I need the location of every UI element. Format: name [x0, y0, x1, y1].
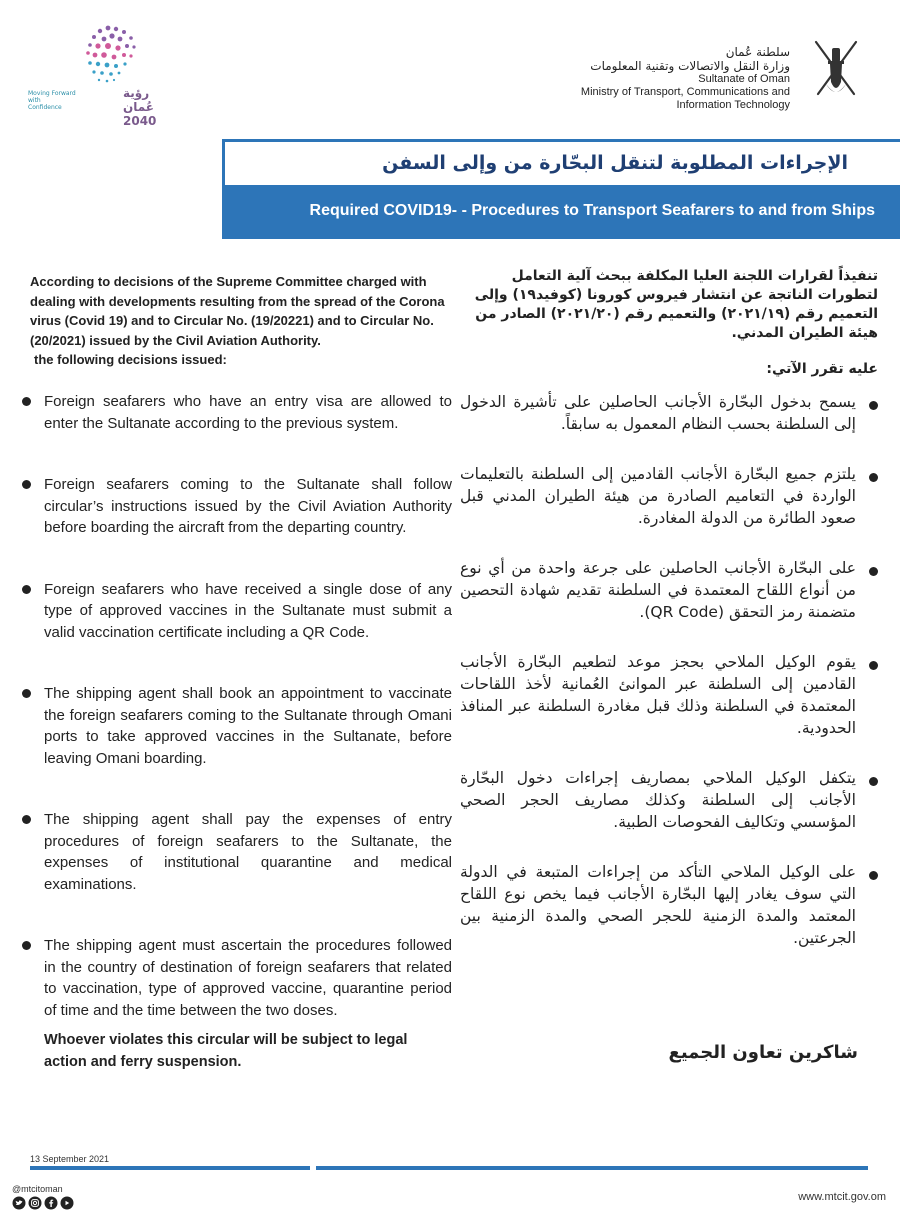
title-banner-english-area: [222, 185, 900, 239]
bullet-icon: [869, 871, 878, 880]
english-closing-warning: Whoever violates this circular will be subject to legal action and ferry suspension.: [44, 1032, 408, 1070]
ministry-arabic-line-1: سلطنة عُمان: [725, 45, 790, 59]
footer-divider-left: [30, 1166, 310, 1170]
bullet-icon: [869, 567, 878, 576]
youtube-icon: [61, 1197, 74, 1210]
english-item-6: The shipping agent must ascertain the procedures followed in the country of destination of foreign seafarers that related to vaccination, type of approved vaccine, quarantine period of time and the time between the two doses.: [22, 935, 452, 1021]
arabic-item-5: يتكفل الوكيل الملاحي بمصاريف إجراءات دخول البحّارة الأجانب إلى السلطنة وكذلك مصاريف الحجر الصحي المؤسسي وتكاليف الفحوصات الطبية.: [460, 767, 878, 833]
english-item-2: Foreign seafarers coming to the Sultanate shall follow circular’s instructions issued by the Civil Aviation Authority before boarding the aircraft from the departing country.: [22, 474, 452, 539]
bullet-icon: [22, 480, 31, 489]
bullet-icon: [869, 401, 878, 410]
ministry-english-line-2: Ministry of Transport, Communications and: [580, 86, 790, 98]
arabic-closing-thanks: شاكرين تعاون الجميع: [668, 1042, 858, 1063]
website-link[interactable]: www.mtcit.gov.om: [798, 1191, 886, 1203]
bullet-icon: [22, 815, 31, 824]
arabic-intro: تنفيذاً لقرارات اللجنة العليا المكلفة ببحث آلية التعامل لتطورات الناتجة عن انتشار فيروس كورونا (كوفيد١٩) وإلى التعميم رقم (٢٠٢١/١٩) والتعميم رقم (٢٠٢١/٢٠) الصادر من هيئة الطيران المدني.: [474, 268, 878, 341]
english-item-5: The shipping agent shall pay the expenses of entry procedures of foreign seafarers to the Sultanate, the expenses of institutional quarantine and medical examinations.: [22, 809, 452, 895]
arabic-item-3: على البحّارة الأجانب الحاصلين على جرعة واحدة من أي نوع من أنواع اللقاح المعتمدة في السلطنة تقديم شهادة التحصين متضمنة رمز التحقق (QR Code).: [460, 557, 878, 623]
instagram-icon: [29, 1197, 42, 1210]
english-item-3: Foreign seafarers who have received a single dose of any type of approved vaccines in the Sultanate must submit a valid vaccination certificate including a QR Code.: [22, 579, 452, 644]
arabic-item-4: يقوم الوكيل الملاحي بحجز موعد لتطعيم البحّارة الأجانب القادمين إلى السلطنة عبر الموانئ العُمانية لأخذ اللقاحات المعتمدة في السلطنة وذلك قبل مغادرة السلطنة عبر المنافذ الحدودية.: [460, 651, 878, 739]
oman-vision-2040-logo: [28, 22, 178, 128]
social-handle: @mtcitoman: [12, 1184, 63, 1194]
vision-dots-icon: [68, 22, 140, 84]
english-item-1: Foreign seafarers who have an entry visa are allowed to enter the Sultanate according to the previous system.: [22, 391, 452, 434]
title-english: Required COVID19- - Procedures to Transport Seafarers to and from Ships: [309, 202, 875, 219]
bullet-icon: [869, 777, 878, 786]
bullet-icon: [869, 661, 878, 670]
bullet-icon: [869, 473, 878, 482]
ministry-english-line-3: Information Technology: [676, 99, 790, 111]
title-arabic: الإجراءات المطلوبة لتنقل البحّارة من وإلى السفن: [382, 152, 848, 174]
ministry-english-line-1: Sultanate of Oman: [698, 73, 790, 85]
title-banner: [222, 139, 900, 239]
arabic-item-6: على الوكيل الملاحي التأكد من إجراءات المتبعة في الدولة التي سوف يغادر إليها البحّارة الأجانب فيما يخص نوع اللقاح المعتمد والمدة الزمنية للحجر الصحي والمدة الزمنية بين الجرعتين.: [460, 861, 878, 949]
arabic-item-1: يسمح بدخول البحّارة الأجانب الحاصلين على تأشيرة الدخول إلى السلطنة بحسب النظام المعمول به سابقاً.: [460, 391, 878, 435]
vision-tagline: Moving Forward with Confidence: [28, 90, 76, 111]
oman-emblem-icon: [808, 34, 864, 102]
english-item-4: The shipping agent shall book an appointment to vaccinate the foreign seafarers coming to the Sultanate through Omani ports to take approved vaccines in the Sultanate, before leaving Omani boarding.: [22, 683, 452, 769]
vision-title: رؤية عُمان 2040: [123, 86, 157, 128]
issue-date: 13 September 2021: [30, 1154, 110, 1164]
english-column: [22, 272, 452, 1073]
footer-divider-right: [316, 1166, 868, 1170]
bullet-icon: [22, 397, 31, 406]
arabic-intro-decision: عليه تقرر الآتي:: [766, 361, 878, 377]
english-intro: According to decisions of the Supreme Committee charged with dealing with developments resulting from the spread of the Corona virus (Covid 19) and to Circular No. (19/20221) and to Circular No. (20/2021) issued by the Civil Aviation Authority.: [30, 274, 445, 348]
bullet-icon: [22, 585, 31, 594]
twitter-icon: [13, 1197, 26, 1210]
title-banner-arabic-area: [222, 139, 900, 186]
arabic-item-2: يلتزم جميع البحّارة الأجانب القادمين إلى السلطنة بالتعليمات الواردة في التعاميم الصادرة من هيئة الطيران المدني قبل صعود الطائرة من الدولة المغادرة.: [460, 463, 878, 529]
english-intro-decision: the following decisions issued:: [34, 352, 227, 367]
bullet-icon: [22, 689, 31, 698]
ministry-block: [581, 45, 790, 112]
facebook-icon: [45, 1197, 58, 1210]
ministry-arabic-line-2: وزارة النقل والاتصالات وتقنية المعلومات: [590, 59, 790, 73]
bullet-icon: [22, 941, 31, 950]
arabic-column: [460, 267, 878, 949]
social-icons: [12, 1196, 78, 1210]
